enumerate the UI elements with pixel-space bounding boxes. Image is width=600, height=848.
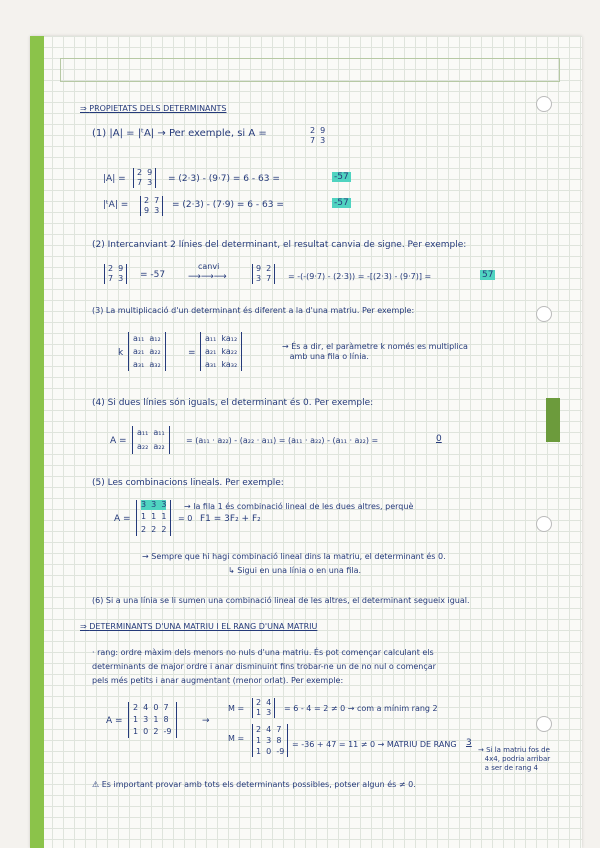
property-2: (2) Intercanviant 2 línies del determinant, el resultat canvia de signe. Per exemple: [92,240,467,250]
header-box [60,58,560,82]
rank-m1-calc: = 6 - 4 = 2 ≠ 0 → com a mínim rang 2 [284,704,438,713]
p3-equals: = [188,348,196,358]
p5-eq0: = 0 [178,514,193,523]
p5-left: A = [114,514,131,524]
rank-side-note: → Si la matriu fos de 4x4, podria arribar a ser de rang 4 [478,746,551,772]
p2-right-result: 57 [482,270,494,280]
p4-left: A = [110,436,127,446]
property-5: (5) Les combinacions lineals. Per exemple: [92,478,284,488]
p4-result: 0 [436,434,442,444]
p3-left-matrix: a₁₁ a₁₂ a₂₁ a₂₂ a₃₁ a₃₂ [128,332,166,371]
p1-line2-calc: = (2·3) - (7·9) = 6 - 63 = [172,200,284,210]
p4-calc: = (a₁₁ · a₂₂) - (a₂₂ · a₁₁) = (a₁₁ · a₂₂) - (a₁₁ · a₂₂) = [186,436,379,445]
rank-a-label: A = [106,716,123,726]
p3-note: → És a dir, el paràmetre k només es multiplica amb una fila o línia. [282,342,468,361]
rank-m2-matrix: 2 4 7 1 3 8 1 0 -9 [252,724,288,757]
p1-line2-result: -57 [334,198,349,208]
p5-note1: → la fila 1 és combinació lineal de les dues altres, perquè [184,502,414,511]
p1-line1-left: |A| = [103,174,126,184]
side-tab [546,398,560,442]
p1-matrix: 2 9 7 3 [310,126,326,145]
p1-line1-result: -57 [334,172,349,182]
p1-line1-matrix: 2 9 7 3 [133,168,156,188]
rank-m2-label: M = [228,734,245,743]
property-4: (4) Si dues línies són iguals, el determinant és 0. Per exemple: [92,398,374,408]
p5-note3: → Sempre que hi hagi combinació lineal dins la matriu, el determinant és 0. [142,552,446,561]
rank-m2-calc: = -36 + 47 = 11 ≠ 0 → MATRIU DE RANG [292,740,457,749]
rank-m1-matrix: 2 4 1 3 [252,698,275,718]
p4-matrix: a₁₁ a₁₁ a₂₂ a₂₂ [132,426,170,454]
p2-right-calc: = -(-(9·7) - (2·3)) = -[(2·3) - (9·7)] = [288,272,432,281]
property-1: (1) |A| = |ᵗA| → Per exemple, si A = [92,128,267,139]
rank-a-matrix: 2 4 0 7 1 3 1 8 1 0 2 -9 [128,702,177,738]
p3-right-matrix: a₁₁ ka₁₂ a₂₁ ka₂₂ a₃₁ ka₃₂ [200,332,242,371]
p1-line1-calc: = (2·3) - (9·7) = 6 - 63 = [168,174,280,184]
p1-line2-matrix: 2 7 9 3 [140,196,163,216]
punch-hole [536,516,552,532]
p5-matrix [136,500,171,536]
rank-def3: pels més petits i anar augmentant (menor orlat). Per exemple: [92,676,344,685]
p5-note4: ↳ Sigui en una línia o en una fila. [228,566,362,575]
rank-def2: determinants de major ordre i anar disminuint fins trobar-ne un de no nul o començar [92,662,436,671]
p2-left-result: = -57 [140,270,166,280]
punch-hole [536,96,552,112]
rank-m1-label: M = [228,704,245,713]
punch-hole [536,716,552,732]
punch-hole [536,306,552,322]
rank-m2-rank: 3 [466,738,472,748]
p2-left-matrix: 2 9 7 3 [104,264,127,284]
p5-row1: 3 3 3 [141,500,167,509]
rank-final: ⚠ Es important provar amb tots els determinants possibles, potser algun és ≠ 0. [92,780,416,789]
p2-arrow-label: canvi [198,262,220,271]
p5-note2: F1 = 3F₂ + F₂ [200,514,261,524]
rank-arrow: → [202,716,210,726]
green-spine [30,36,44,848]
rank-def1: · rang: ordre màxim dels menors no nuls d'una matriu. És pot començar calculant els [92,648,434,657]
heading-properties: ⇒ PROPIETATS DELS DETERMINANTS [80,104,227,113]
heading-rank: ⇒ DETERMINANTS D'UNA MATRIU I EL RANG D'UNA MATRIU [80,622,318,631]
p2-arrow: ⟶⟶⟶ [188,272,227,282]
p1-line2-left: |ᵗA| = [103,200,129,210]
p3-k: k [118,348,124,358]
p2-right-matrix: 9 2 3 7 [252,264,275,284]
property-6: (6) Si a una línia se li sumen una combinació lineal de les altres, el determinant segueix igual. [92,596,470,605]
property-3: (3) La multiplicació d'un determinant és diferent a la d'una matriu. Per exemple: [92,306,415,315]
p5-rows: 1 1 1 2 2 2 [141,512,167,534]
